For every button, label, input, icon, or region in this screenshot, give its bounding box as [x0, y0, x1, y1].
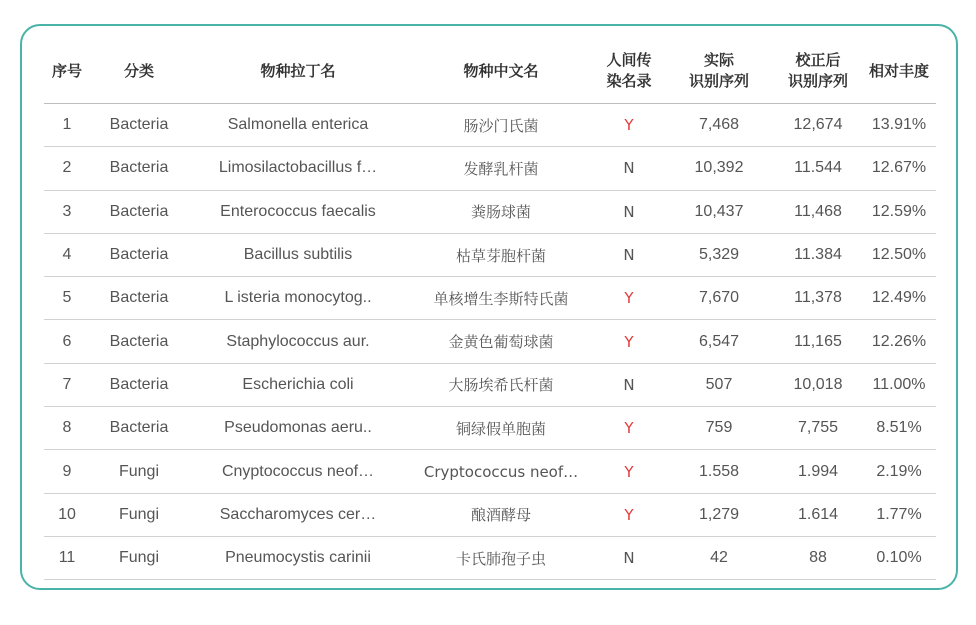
cell-actual-reads: 10,392	[664, 147, 774, 190]
cell-category: Bacteria	[90, 190, 188, 233]
cell-relative-abundance: 12.26%	[862, 320, 936, 363]
cell-actual-reads: 42	[664, 536, 774, 579]
cell-actual-reads: 7,670	[664, 277, 774, 320]
table-row	[44, 277, 936, 320]
cell-infection-list: N	[594, 363, 664, 406]
cell-category: Bacteria	[90, 147, 188, 190]
cell-no: 9	[44, 450, 90, 493]
table-row	[44, 190, 936, 233]
cell-infection-list: N	[594, 190, 664, 233]
cell-no: 7	[44, 363, 90, 406]
cell-chinese-name: 发酵乳杆菌	[408, 147, 594, 190]
cell-infection-list: Y	[594, 407, 664, 450]
cell-actual-reads: 1,279	[664, 493, 774, 536]
cell-corrected-reads: 11,468	[774, 190, 862, 233]
cell-latin-name: Pneumocystis carinii	[188, 536, 408, 579]
cell-actual-reads: 507	[664, 363, 774, 406]
cell-no: 4	[44, 233, 90, 276]
cell-category: Bacteria	[90, 407, 188, 450]
cell-relative-abundance: 1.77%	[862, 493, 936, 536]
table-row	[44, 450, 936, 493]
cell-corrected-reads: 1.994	[774, 450, 862, 493]
cell-latin-name: Staphylococcus aur.	[188, 320, 408, 363]
cell-no: 8	[44, 407, 90, 450]
cell-relative-abundance: 12.59%	[862, 190, 936, 233]
cell-relative-abundance: 2.19%	[862, 450, 936, 493]
cell-no: 10	[44, 493, 90, 536]
cell-infection-list: Y	[594, 493, 664, 536]
cell-actual-reads: 759	[664, 407, 774, 450]
cell-corrected-reads: 12,674	[774, 104, 862, 147]
cell-corrected-reads: 10,018	[774, 363, 862, 406]
cell-no: 11	[44, 536, 90, 579]
header-corrected-reads: 校正后 识别序列	[774, 39, 862, 104]
cell-corrected-reads: 11,378	[774, 277, 862, 320]
table-header-row	[44, 39, 936, 104]
header-chinese-name: 物种中文名	[408, 39, 594, 104]
cell-actual-reads: 10,437	[664, 190, 774, 233]
header-no: 序号	[44, 39, 90, 104]
species-table	[44, 39, 936, 580]
cell-category: Bacteria	[90, 233, 188, 276]
cell-actual-reads: 5,329	[664, 233, 774, 276]
cell-chinese-name: 金黄色葡萄球菌	[408, 320, 594, 363]
table-row	[44, 147, 936, 190]
cell-latin-name: Saccharomyces cer…	[188, 493, 408, 536]
cell-relative-abundance: 13.91%	[862, 104, 936, 147]
cell-relative-abundance: 0.10%	[862, 536, 936, 579]
cell-corrected-reads: 1.614	[774, 493, 862, 536]
cell-relative-abundance: 11.00%	[862, 363, 936, 406]
cell-no: 3	[44, 190, 90, 233]
cell-infection-list: Y	[594, 450, 664, 493]
table-row	[44, 536, 936, 579]
cell-infection-list: Y	[594, 320, 664, 363]
cell-infection-list: Y	[594, 277, 664, 320]
header-actual-reads: 实际 识别序列	[664, 39, 774, 104]
cell-chinese-name: 枯草芽胞杆菌	[408, 233, 594, 276]
cell-no: 2	[44, 147, 90, 190]
cell-relative-abundance: 12.50%	[862, 233, 936, 276]
cell-category: Bacteria	[90, 104, 188, 147]
cell-chinese-name: 卡氏肺孢子虫	[408, 536, 594, 579]
cell-relative-abundance: 12.49%	[862, 277, 936, 320]
cell-corrected-reads: 7,755	[774, 407, 862, 450]
cell-corrected-reads: 11.384	[774, 233, 862, 276]
cell-latin-name: Cnyptococcus neof…	[188, 450, 408, 493]
cell-latin-name: Pseudomonas aeru..	[188, 407, 408, 450]
cell-actual-reads: 1.558	[664, 450, 774, 493]
cell-latin-name: L isteria monocytog..	[188, 277, 408, 320]
cell-latin-name: Salmonella enterica	[188, 104, 408, 147]
cell-latin-name: Limosilactobacillus f…	[188, 147, 408, 190]
header-latin-name: 物种拉丁名	[188, 39, 408, 104]
cell-infection-list: N	[594, 233, 664, 276]
cell-corrected-reads: 11.544	[774, 147, 862, 190]
table-row	[44, 104, 936, 147]
cell-no: 6	[44, 320, 90, 363]
cell-latin-name: Escherichia coli	[188, 363, 408, 406]
header-infection-list: 人间传 染名录	[594, 39, 664, 104]
cell-infection-list: N	[594, 147, 664, 190]
table-body	[44, 104, 936, 580]
cell-chinese-name: 铜绿假单胞菌	[408, 407, 594, 450]
cell-chinese-name: 粪肠球菌	[408, 190, 594, 233]
table-row	[44, 320, 936, 363]
cell-chinese-name: Cryptococcus neof…	[408, 450, 594, 493]
cell-category: Bacteria	[90, 363, 188, 406]
cell-infection-list: Y	[594, 104, 664, 147]
cell-latin-name: Bacillus subtilis	[188, 233, 408, 276]
cell-corrected-reads: 11,165	[774, 320, 862, 363]
table-row	[44, 363, 936, 406]
cell-actual-reads: 6,547	[664, 320, 774, 363]
cell-no: 1	[44, 104, 90, 147]
cell-no: 5	[44, 277, 90, 320]
cell-chinese-name: 酿酒酵母	[408, 493, 594, 536]
cell-latin-name: Enterococcus faecalis	[188, 190, 408, 233]
cell-corrected-reads: 88	[774, 536, 862, 579]
cell-chinese-name: 单核增生李斯特氏菌	[408, 277, 594, 320]
cell-actual-reads: 7,468	[664, 104, 774, 147]
cell-category: Fungi	[90, 536, 188, 579]
table-row	[44, 233, 936, 276]
cell-category: Bacteria	[90, 277, 188, 320]
cell-relative-abundance: 8.51%	[862, 407, 936, 450]
cell-relative-abundance: 12.67%	[862, 147, 936, 190]
table-row	[44, 493, 936, 536]
cell-chinese-name: 大肠埃希氏杆菌	[408, 363, 594, 406]
cell-category: Bacteria	[90, 320, 188, 363]
cell-category: Fungi	[90, 493, 188, 536]
table-row	[44, 407, 936, 450]
header-category: 分类	[90, 39, 188, 104]
cell-infection-list: N	[594, 536, 664, 579]
cell-category: Fungi	[90, 450, 188, 493]
cell-chinese-name: 肠沙门氏菌	[408, 104, 594, 147]
header-relative-abundance: 相对丰度	[862, 39, 936, 104]
species-table-card	[20, 24, 958, 590]
